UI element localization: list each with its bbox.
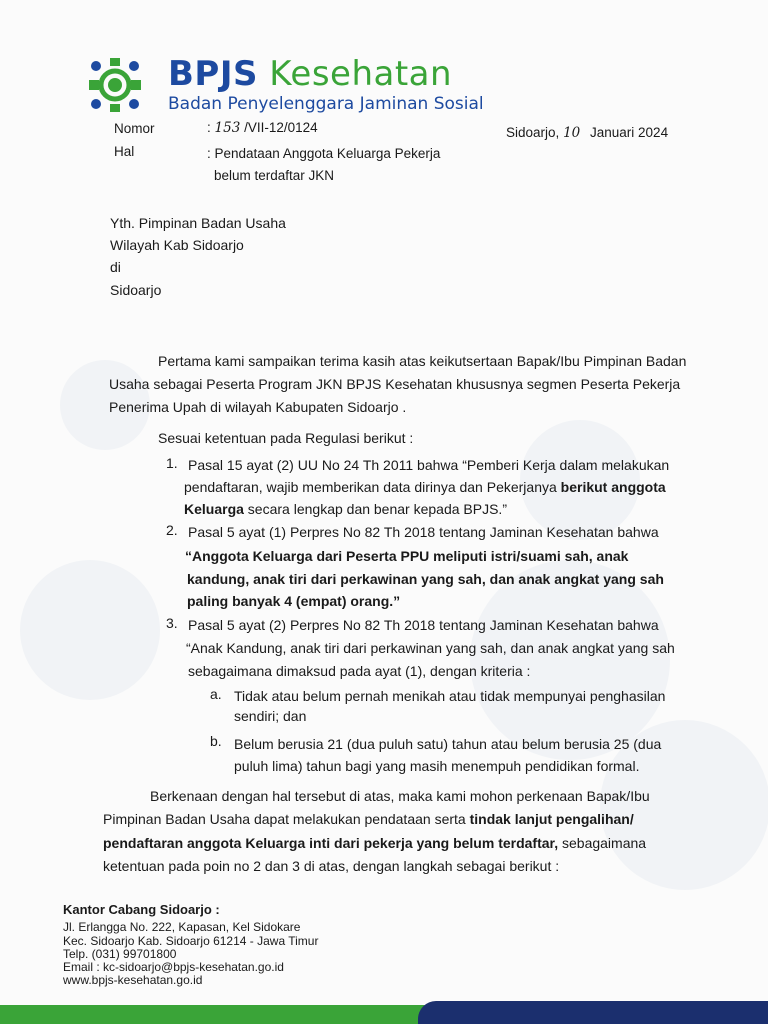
item1-number: 1. — [166, 455, 178, 471]
item1-line1: Pasal 15 ayat (2) UU No 24 Th 2011 bahwa “Pemberi Kerja dalam melakukan — [188, 457, 670, 473]
closing-line2-bold: tindak lanjut pengalihan/ — [469, 811, 634, 827]
item3-sub-a-line2: sendiri; dan — [234, 708, 307, 724]
item2-line4: paling banyak 4 (empat) orang.” — [187, 593, 401, 609]
date-place: Sidoarjo, — [506, 125, 560, 140]
item3-number: 3. — [166, 615, 178, 631]
item1-line3 — [184, 501, 507, 517]
item1-line2-normal: pendaftaran, wajib memberikan data dirinya dan Pekerjanya — [184, 479, 561, 495]
item2-line1: Pasal 5 ayat (1) Perpres No 82 Th 2018 tentang Jaminan Kesehatan bahwa — [188, 524, 659, 540]
address-line2: Wilayah Kab Sidoarjo — [110, 237, 244, 253]
item1-line3-bold: Keluarga — [184, 501, 244, 517]
footer-address2: Kec. Sidoarjo Kab. Sidoarjo 61214 - Jawa Timur — [63, 934, 319, 948]
footer-address1: Jl. Erlangga No. 222, Kapasan, Kel Sidokare — [63, 920, 301, 934]
footer-phone: Telp. (031) 99701800 — [63, 947, 177, 961]
item2-number: 2. — [166, 522, 178, 538]
item3-sub-a-line1: Tidak atau belum pernah menikah atau tidak mempunyai penghasilan — [234, 688, 666, 704]
hal-label: Hal — [114, 144, 135, 159]
hal-value-line2: belum terdaftar JKN — [214, 168, 335, 183]
closing-line3-normal: sebagaimana — [558, 835, 647, 851]
closing-line1: Berkenaan dengan hal tersebut di atas, maka kami mohon perkenaan Bapak/Ibu — [150, 788, 650, 804]
item2-line2: “Anggota Keluarga dari Peserta PPU meliputi istri/suami sah, anak — [185, 548, 629, 564]
bpjs-logo-icon — [86, 58, 144, 112]
date-rest: Januari 2024 — [590, 125, 669, 140]
logo-subtitle: Badan Penyelenggara Jaminan Sosial — [168, 94, 484, 114]
item1-line3-normal: secara lengkap dan benar kepada BPJS.” — [243, 501, 507, 517]
item3-line1: Pasal 5 ayat (2) Perpres No 82 Th 2018 tentang Jaminan Kesehatan bahwa — [188, 617, 659, 633]
watermark-shape — [20, 560, 160, 700]
item3-sub-a-label: a. — [210, 686, 222, 702]
footer-green-bar — [0, 1005, 430, 1024]
nomor-number: /VII-12/0124 — [244, 120, 318, 135]
intro-line2: Usaha sebagai Peserta Program JKN BPJS Kesehatan khususnya segmen Peserta Pekerja — [109, 376, 681, 392]
item3-line3: sebagaimana dimaksud pada ayat (1), dengan kriteria : — [188, 663, 531, 679]
intro-line3: Penerima Upah di wilayah Kabupaten Sidoarjo . — [109, 399, 407, 415]
closing-line3 — [103, 835, 646, 851]
nomor-handwritten: 153 — [214, 120, 241, 136]
nomor-colon: : — [207, 120, 211, 135]
logo-title — [168, 54, 452, 94]
date-day-handwritten: 10 — [563, 125, 581, 141]
address-line1: Yth. Pimpinan Badan Usaha — [110, 215, 286, 231]
item1-line2-bold: berikut anggota — [560, 479, 666, 495]
item2-line3: kandung, anak tiri dari perkawinan yang sah, dan anak angkat yang sah — [187, 571, 664, 587]
watermark-shape — [470, 560, 670, 760]
address-line4: Sidoarjo — [110, 282, 162, 298]
logo-title-bpjs: BPJS — [168, 54, 258, 94]
item3-sub-b-label: b. — [210, 733, 222, 749]
date-line — [506, 125, 668, 141]
item1-line2 — [184, 479, 666, 495]
intro-line1: Pertama kami sampaikan terima kasih atas keikutsertaan Bapak/Ibu Pimpinan Badan — [158, 353, 687, 369]
footer-website: www.bpjs-kesehatan.go.id — [63, 973, 203, 987]
nomor-label: Nomor — [114, 121, 155, 136]
closing-line2 — [103, 811, 634, 827]
logo-title-kesehatan: Kesehatan — [269, 54, 453, 94]
closing-line3-bold: pendaftaran anggota Keluarga inti dari pekerja yang belum terdaftar, — [103, 835, 559, 851]
item3-sub-b-line2: puluh lima) tahun bagi yang masih menempuh pendidikan formal. — [234, 758, 640, 774]
closing-line2-normal: Pimpinan Badan Usaha dapat melakukan pendataan serta — [103, 811, 470, 827]
address-line3: di — [110, 259, 121, 275]
closing-line4: ketentuan pada poin no 2 dan 3 di atas, dengan langkah sebagai berikut : — [103, 858, 560, 874]
item3-sub-b-line1: Belum berusia 21 (dua puluh satu) tahun atau belum berusia 25 (dua — [234, 736, 662, 752]
regulation-intro: Sesuai ketentuan pada Regulasi berikut : — [158, 430, 414, 446]
item3-line2: “Anak Kandung, anak tiri dari perkawinan yang sah, dan anak angkat yang sah — [186, 640, 675, 656]
hal-value-line1: : Pendataan Anggota Keluarga Pekerja — [207, 146, 441, 161]
footer-email: Email : kc-sidoarjo@bpjs-kesehatan.go.id — [63, 960, 284, 974]
nomor-value — [207, 120, 318, 136]
footer-office: Kantor Cabang Sidoarjo : — [63, 902, 220, 917]
footer-navy-bar — [418, 1001, 768, 1024]
